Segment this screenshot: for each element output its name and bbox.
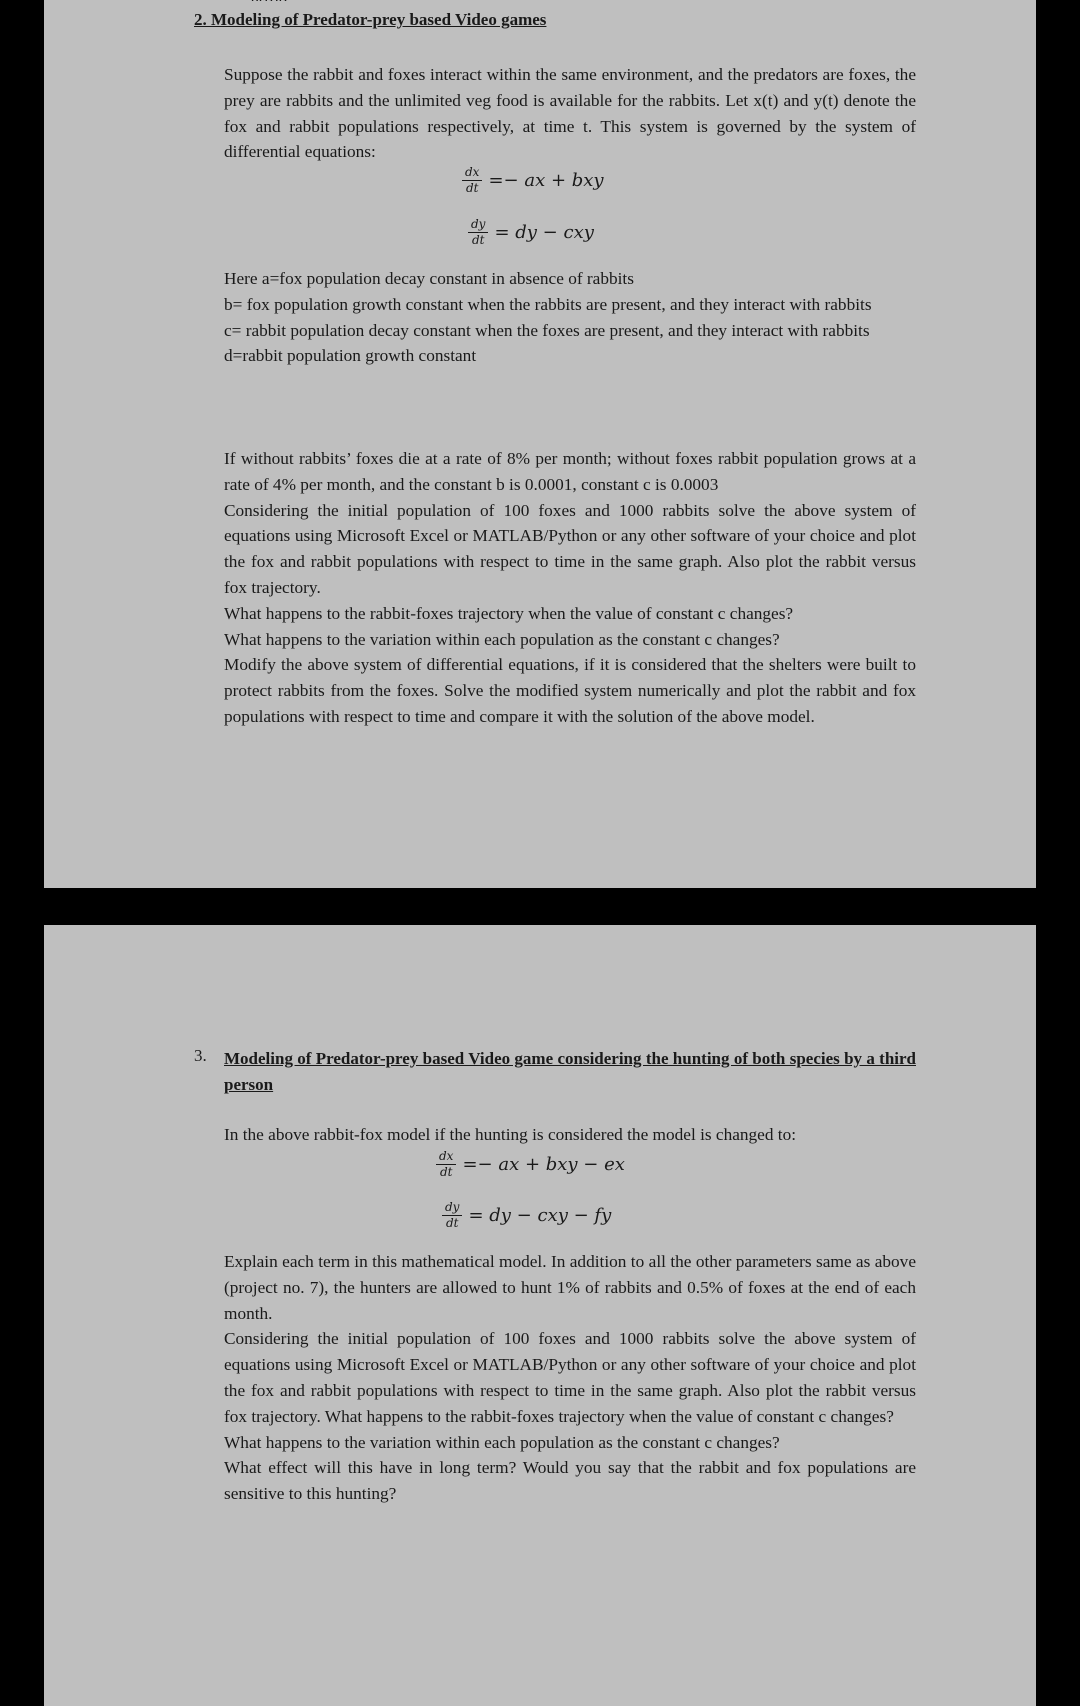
parameter-definitions: [224, 266, 916, 369]
question-trajectory: What happens to the rabbit-foxes trajectory when the value of constant c changes?: [224, 603, 794, 623]
equation-dy-dt: $\frac{dy}{dt}$ = dy − cxy: [468, 218, 594, 247]
param-d: d=rabbit population growth constant: [224, 346, 477, 366]
section-3-body: [224, 1249, 916, 1507]
question-long-term: What effect will this have in long term? Would you say that the rabbit and fox populations are sensitive to this hunting?: [224, 1458, 916, 1504]
solve-text: Considering the initial population of 100 foxes and 1000 rabbits solve the above system of equations using Microsoft Excel or MATLAB/Python or any other software of your choice and plot the fox and rabbit populations with respect to time in the same graph. Also plot the rabbit versus fox trajectory. What happens to the rabbit-foxes trajectory when the value of constant c changes?: [224, 1329, 916, 1426]
section-3-intro: In the above rabbit-fox model if the hunting is considered the model is changed to:: [224, 1125, 797, 1144]
question-variation: What happens to the variation within each population as the constant c changes?: [224, 1432, 780, 1452]
solve-text: Considering the initial population of 100 foxes and 1000 rabbits solve the above system of equations using Microsoft Excel or MATLAB/Python or any other software of your choice and plot the fox and rabbit populations with respect to time in the same graph. Also plot the rabbit versus fox trajectory.: [224, 500, 916, 597]
equation-dy-dt-hunting: $\frac{dy}{dt}$ = dy − cxy − fy: [442, 1201, 611, 1230]
document-page-2: [44, 925, 1036, 1706]
equation-dx-dt: $\frac{dx}{dt}$ =− ax + bxy: [462, 166, 604, 195]
fraction: $\frac{dx}{dt}$: [462, 166, 482, 195]
question-variation: What happens to the variation within each population as the constant c changes?: [224, 629, 780, 649]
fraction: $\frac{dy}{dt}$: [442, 1201, 462, 1230]
section-2-heading: 2. Modeling of Predator-prey based Video games: [194, 10, 547, 29]
param-a: Here a=fox population decay constant in absence of rabbits: [224, 269, 634, 288]
param-c: c= rabbit population decay constant when the foxes are present, and they interact with rabbits: [224, 320, 870, 340]
explain-text: Explain each term in this mathematical model. In addition to all the other parameters same as above (project no. 7), the hunters are allowed to hunt 1% of rabbits and 0.5% of foxes at the end of each month.: [224, 1252, 916, 1323]
param-b: b= fox population growth constant when the rabbits are present, and they interact with rabbits: [224, 294, 872, 314]
fraction: $\frac{dy}{dt}$: [468, 218, 488, 247]
clipped-previous-text: [251, 0, 295, 1]
modify-text: Modify the above system of differential equations, if it is considered that the shelters were built to protect rabbits from the foxes. Solve the modified system numerically and plot the rabbit and fox populations with respect to time and compare it with the solution of the above model.: [224, 655, 916, 726]
section-3-heading: Modeling of Predator-prey based Video game considering the hunting of both species by a third person: [224, 1049, 916, 1094]
section-3-number: 3.: [194, 1046, 207, 1065]
section-2-body: [224, 446, 916, 730]
fraction: $\frac{dx}{dt}$: [436, 1150, 456, 1179]
rates-text: If without rabbits’ foxes die at a rate of 8% per month; without foxes rabbit population grows at a rate of 4% per month, and the constant b is 0.0001, constant c is 0.0003: [224, 449, 916, 494]
section-2-intro: Suppose the rabbit and foxes interact within the same environment, and the predators are foxes, the prey are rabbits and the unlimited veg food is available for the rabbits. Let x(t) and y(t) denote the fox and rabbit populations respectively, at time t. This system is governed by the system of differential equations:: [224, 65, 916, 162]
equation-dx-dt-hunting: $\frac{dx}{dt}$ =− ax + bxy − ex: [436, 1150, 625, 1179]
document-page-1: [44, 0, 1036, 888]
